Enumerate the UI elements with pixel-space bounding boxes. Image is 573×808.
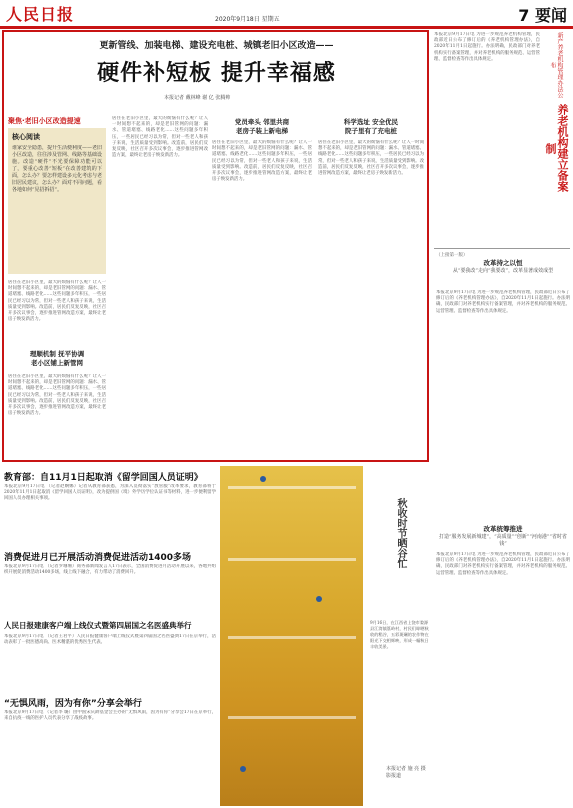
feature-tag: 聚焦·老旧小区改造提速 (8, 117, 81, 125)
drying-lane (228, 486, 356, 489)
feature-byline: 本报记者 戴林峰 谢 亿 张腾帅 (164, 95, 231, 101)
reform2-title[interactable]: 改革统筹推进 (483, 525, 523, 533)
article-title-consumption[interactable]: 消费促进月已开展活动消费促进活动1400多场 (4, 553, 192, 563)
continued-label: （上接第一版） (436, 253, 468, 258)
elderly-care-article: 本报北京9月17日电 为进一步规范养老机构管理，民政部近日公布了修订后的《养老机构管理办法》，自2020年11月1日起施行。办法明确，民政部门对养老机构实行备案管理，并对养老机构的服务规范、运营管理、监督检查等作出具体规定。 (434, 32, 540, 62)
feature-story (2, 30, 429, 462)
feature-kicker: 更新管线、加装电梯、建设充电桩、城镇老旧小区改造—— (99, 41, 334, 51)
reform-box-header (436, 252, 570, 274)
core-reading-title: 核心阅读 (12, 133, 40, 141)
reform-text: 本报北京9月17日电 为进一步规范养老机构管理，民政部近日公布了修订后的《养老机构管理办法》，自2020年11月1日起施行。办法明确，民政部门对养老机构实行备案管理，并对养老机构的服务规范、运营管理、监督检查等作出具体规定。 (436, 290, 570, 314)
farmer-figure (260, 476, 266, 482)
elderly-care-title[interactable]: 养老机构建立备案制 (544, 104, 569, 192)
article-text-consumption: 本报北京9月17日电 （记者罗珊珊）商务部新闻发言人17日表示，全国消费促进月活动开展以来，各地共组织开展促消费活动1400多场，线上线下融合，有力带动了消费回升。 (4, 564, 216, 576)
reform-subtitle: 从“要我改”走向“我要改”，改革显著成效成型 (452, 268, 554, 274)
issue-date: 2020年9月18日 星期五 (215, 16, 280, 23)
section-title-charging: 科学选址 安全优民 院子里有了充电桩 (343, 118, 399, 135)
article-title-health-app[interactable]: 人民日报建康客户端上线仪式暨第四届国之名医盛典举行 (4, 621, 192, 630)
feature-col3-text: 居住在老旧小区里，最大的烦恼有什么呢？让人一时间想不起来的，却是老旧管网的问题：漏水、管道堵塞、线路老化……这些问题多年积压，一些居民已经习以为常，但对一些老人和孩子来说，生活质量受到影响。改造前，居民们反复反映，社区召开多次议事会，逐步推进管网改造方案，最终让老房子焕发新活力。 (212, 140, 312, 183)
feature-col1-text: 居住在老旧小区里，最大的烦恼有什么呢？让人一时间想不起来的，却是老旧管网的问题：漏水、管道堵塞、线路老化……这些问题多年积压，一些居民已经习以为常，但对一些老人和孩子来说，生活质量受到影响。改造前，居民们反复反映，社区召开多次议事会，逐步推进管网改造方案，最终让老房子焕发新活力。 (8, 280, 106, 323)
core-reading-text: 谁家安全隐患，提升生活便利度——老旧小区改造，往往涉及管网、线路等基础设施。改造“硬件”不光要保障功能可以了，要重心改善“短板”在改善建筑的下面，怎么办？要怎样建设多元化考虑与老旧居民建议，怎么办？面对不同问题，看各地如何“见招拆招”。 (12, 145, 102, 193)
drying-lane (228, 716, 356, 719)
masthead-rule (0, 26, 573, 29)
reform2-subtitle: 打造“服务发展新城建”，“高质量”“创新”“河南港”“省时省钱” (438, 534, 567, 547)
article-title-sharing[interactable]: “无惧风雨，因为有你”分享会举行 (4, 699, 142, 709)
reform2-box-header (436, 524, 570, 547)
core-reading-box (8, 128, 106, 274)
drying-lane (228, 558, 356, 561)
feature-col1-text-b: 居住在老旧小区里，最大的烦恼有什么呢？让人一时间想不起来的，却是老旧管网的问题：漏水、管道堵塞、线路老化……这些问题多年积压，一些居民已经习以为常，但对一些老人和孩子来说，生活质量受到影响。改造前，居民们反复反映，社区召开多次议事会，逐步推进管网改造方案，最终让老房子焕发新活力。 (8, 374, 106, 417)
reform-title[interactable]: 改革持之以恒 (483, 259, 523, 267)
feature-headline[interactable]: 硬件补短板 提升幸福感 (97, 61, 336, 86)
article-text-sharing: 本报北京9月17日电 （记者李 璐）由中国宋庆龄基金会主办的“无惧风雨，因为有你”分享会17日在京举行，来自抗疫一线的医护人员代表分享了战疫故事。 (4, 710, 216, 722)
farmer-figure (240, 766, 246, 772)
photo-caption: 9月16日，在江西省上饶市婺源县江湾镇篁岭村，村民们晾晒秋收的稻谷，五彩斑斓的农作物在阳光下交相辉映，形成一幅秋日丰收美景。 (370, 620, 429, 649)
elderly-care-subtitle: 新产养老机构管理办法公布 (549, 32, 563, 98)
article-title-education[interactable]: 教育部：自11月1日起取消《留学回国人员证明》 (4, 473, 203, 483)
reform2-text: 本报北京9月17日电 为进一步规范养老机构管理，民政部近日公布了修订后的《养老机构管理办法》，自2020年11月1日起施行。办法明确，民政部门对养老机构实行备案管理，并对养老机构的服务规范、运营管理、监督检查等作出具体规定。 (436, 552, 570, 576)
photo-title: 秋收时节晒谷忙 (395, 498, 406, 568)
article-text-education: 本报北京9月17日电 （记者赵婀娜）记者从教育部获悉，为深入贯彻落实“放管服”改革要求，教育部将于2020年11月1日起取消《留学回国人员证明》，改为提供国（境）外学历学位认证书等材料，进一步便利留学回国人员办理相关事项。 (4, 484, 216, 502)
section-title-pipeline: 理顺机制 抚平协调 老小区铺上新管网 (29, 350, 85, 367)
article-text-health-app: 本报北京9月17日电 （记者王君平）人民日报健康客户端上线仪式暨第四届国之名医盛典17日在京举行，活动表彰了一批医德高尚、医术精湛的优秀医生代表。 (4, 634, 216, 646)
photo-credit: 本报记者 施 亮 摄影报道 (386, 766, 426, 779)
feature-col2-text: 居住在老旧小区里，最大的烦恼有什么呢？让人一时间想不起来的，却是老旧管网的问题：漏水、管道堵塞、线路老化……这些问题多年积压，一些居民已经习以为常，但对一些老人和孩子来说，生活质量受到影响。改造前，居民们反复反映，社区召开多次议事会，逐步推进管网改造方案，最终让老房子焕发新活力。 (112, 116, 208, 159)
section-title-elevator: 党员牵头 邻里共商 老房子装上新电梯 (234, 118, 290, 135)
elderly-care-headline (544, 30, 568, 196)
masthead (0, 0, 573, 26)
feature-col4-text: 居住在老旧小区里，最大的烦恼有什么呢？让人一时间想不起来的，却是老旧管网的问题：漏水、管道堵塞、线路老化……这些问题多年积压，一些居民已经习以为常，但对一些老人和孩子来说，生活质量受到影响。改造前，居民们反复反映，社区召开多次议事会，逐步推进管网改造方案，最终让老房子焕发新活力。 (318, 140, 424, 177)
divider (434, 248, 570, 249)
page-section: 7 要闻 (518, 6, 567, 25)
drying-lane (228, 636, 356, 639)
farmer-figure (316, 596, 322, 602)
newspaper-logo: 人民日报 (6, 5, 75, 24)
harvest-photo[interactable] (220, 466, 363, 806)
